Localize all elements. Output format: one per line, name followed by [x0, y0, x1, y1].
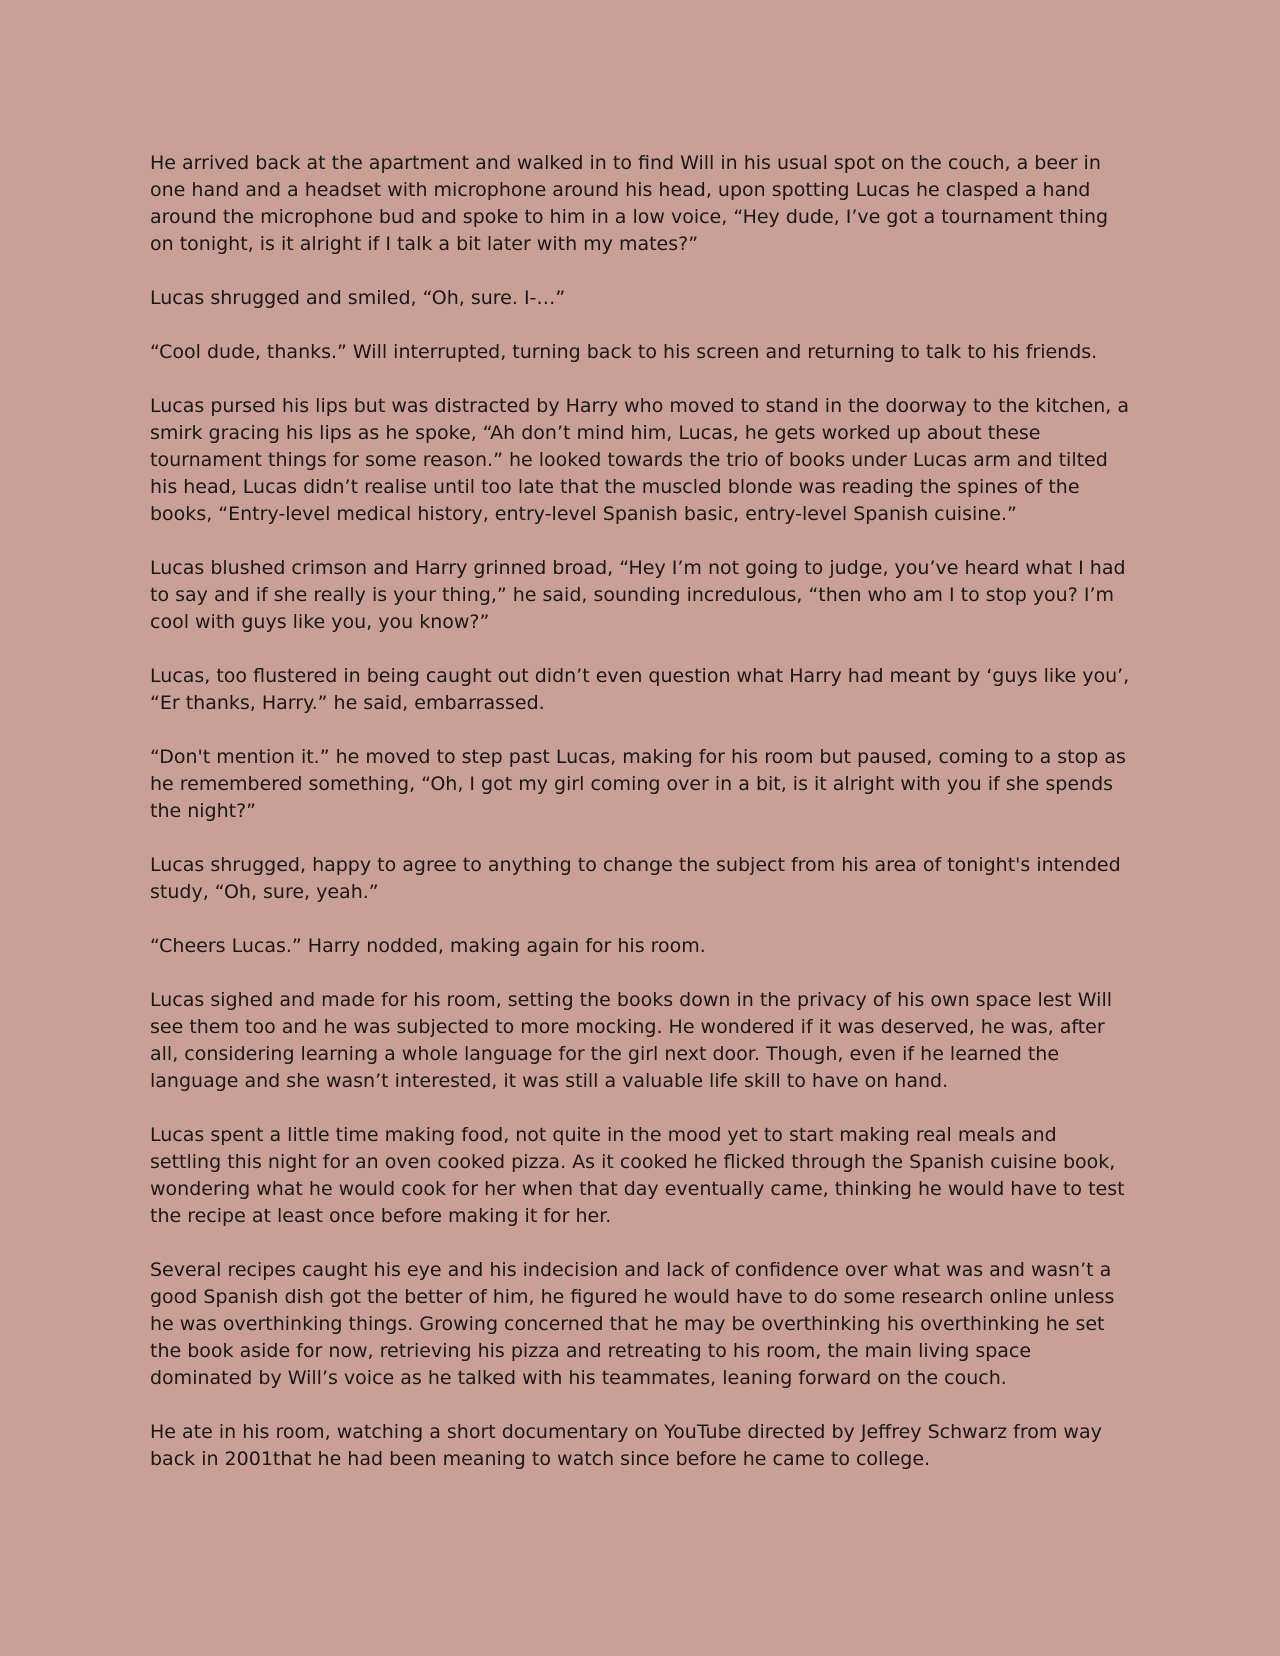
- paragraph-10: Lucas sighed and made for his room, setting the books down in the privacy of his own space lest Will see them too and he was subjected to more mocking. He wondered if it was deserved, he was, after all, considering learning a whole language for the girl next door. Though, even if he learned the language and she wasn’t interested, it was still a valuable life skill to have on hand.: [150, 989, 1113, 1092]
- paragraph-4: Lucas pursed his lips but was distracted by Harry who moved to stand in the doorway to the kitchen, a smirk gracing his lips as he spoke, “Ah don’t mind him, Lucas, he gets worked up about these tournament things for some reason.” he looked towards the trio of books under Lucas arm and tilted his head, Lucas didn’t realise until too late that the muscled blonde was reading the spines of the books, “Entry-level medical history, entry-level Spanish basic, entry-level Spanish cuisine.”: [150, 395, 1129, 525]
- paragraph-13: He ate in his room, watching a short documentary on YouTube directed by Jeffrey Schwarz from way back in 2001that he had been meaning to watch since before he came to college.: [150, 1421, 1102, 1470]
- paragraph-1: He arrived back at the apartment and walked in to find Will in his usual spot on the couch, a beer in one hand and a headset with microphone around his head, upon spotting Lucas he clasped a hand around the microphone bud and spoke to him in a low voice, “Hey dude, I’ve got a tournament thing on tonight, is it alright if I talk a bit later with my mates?”: [150, 152, 1109, 255]
- paragraph-8: Lucas shrugged, happy to agree to anything to change the subject from his area of tonight's intended study, “Oh, sure, yeah.”: [150, 854, 1121, 903]
- paragraph-2: Lucas shrugged and smiled, “Oh, sure. I-…”: [150, 287, 566, 309]
- document-body: [150, 150, 1130, 1500]
- paragraph-12: Several recipes caught his eye and his indecision and lack of confidence over what was and wasn’t a good Spanish dish got the better of him, he figured he would have to do some research online unless he was overthinking things. Growing concerned that he may be overthinking his overthinking he set the book aside for now, retrieving his pizza and retreating to his room, the main living space dominated by Will’s voice as he talked with his teammates, leaning forward on the couch.: [150, 1259, 1115, 1389]
- paragraph-9: “Cheers Lucas.” Harry nodded, making again for his room.: [150, 935, 706, 957]
- paragraph-5: Lucas blushed crimson and Harry grinned broad, “Hey I’m not going to judge, you’ve heard what I had to say and if she really is your thing,” he said, sounding incredulous, “then who am I to stop you? I’m cool with guys like you, you know?”: [150, 557, 1126, 633]
- paragraph-11: Lucas spent a little time making food, not quite in the mood yet to start making real meals and settling this night for an oven cooked pizza. As it cooked he flicked through the Spanish cuisine book, wondering what he would cook for her when that day eventually came, thinking he would have to test the recipe at least once before making it for her.: [150, 1124, 1125, 1227]
- paragraph-3: “Cool dude, thanks.” Will interrupted, turning back to his screen and returning to talk to his friends.: [150, 341, 1098, 363]
- paragraph-7: “Don't mention it.” he moved to step past Lucas, making for his room but paused, coming to a stop as he remembered something, “Oh, I got my girl coming over in a bit, is it alright with you if she spends the night?”: [150, 746, 1126, 822]
- paragraph-6: Lucas, too flustered in being caught out didn’t even question what Harry had meant by ‘guys like you’, “Er thanks, Harry.” he said, embarrassed.: [150, 665, 1130, 714]
